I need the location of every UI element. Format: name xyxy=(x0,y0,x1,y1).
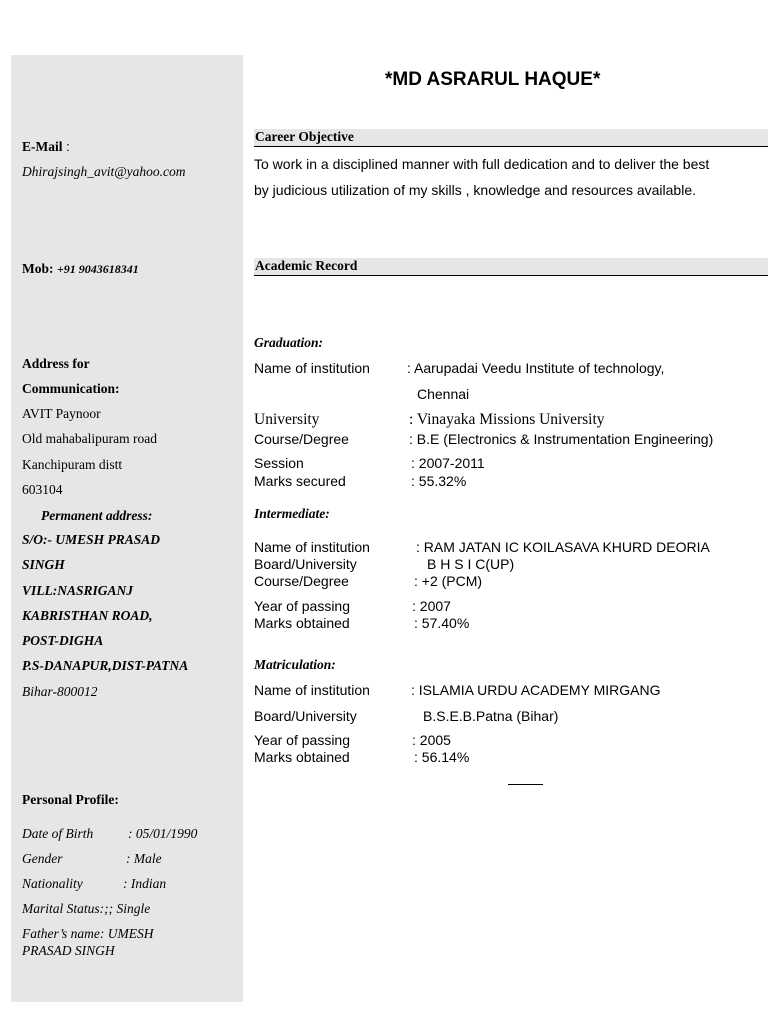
career-objective-heading: Career Objective xyxy=(255,129,354,144)
email-colon: : xyxy=(62,139,70,154)
academic-record-header xyxy=(254,258,768,276)
dob-value: : 05/01/1990 xyxy=(128,826,198,841)
gender-label: Gender xyxy=(22,851,63,866)
permanent-line: P.S-DANAPUR,DIST-PATNA xyxy=(22,658,189,673)
grad-session-value: : 2007-2011 xyxy=(411,455,485,471)
inter-board-label: Board/University xyxy=(254,556,357,572)
career-objective-header xyxy=(254,129,768,147)
permanent-line: POST-DIGHA xyxy=(22,633,104,648)
nationality-value: : Indian xyxy=(123,876,167,891)
end-divider xyxy=(508,784,543,785)
address-line: AVIT Paynoor xyxy=(22,406,101,421)
grad-marks-label: Marks secured xyxy=(254,473,346,489)
matric-board-value: B.S.E.B.Patna (Bihar) xyxy=(423,708,559,724)
address-heading-1: Address for xyxy=(22,356,90,371)
career-objective-line-2: by judicious utilization of my skills , knowledge and resources available. xyxy=(254,182,696,198)
academic-record-heading: Academic Record xyxy=(255,258,358,273)
matric-year-label: Year of passing xyxy=(254,732,350,748)
grad-institution-value-2: Chennai xyxy=(417,386,470,402)
marital-label: Marital Status xyxy=(22,901,100,916)
intermediate-heading: Intermediate: xyxy=(254,506,330,521)
father-name-line-1: Father’s name: UMESH xyxy=(22,926,154,941)
grad-course-label: Course/Degree xyxy=(254,431,349,447)
address-line: Old mahabalipuram road xyxy=(22,431,157,446)
inter-institution-label: Name of institution xyxy=(254,539,370,555)
father-name-line-2: PRASAD SINGH xyxy=(22,943,115,958)
marital-value: :;; Single xyxy=(99,901,151,916)
email-label: E-Mail xyxy=(22,139,63,154)
grad-session-label: Session xyxy=(254,455,304,471)
grad-course-value: : B.E (Electronics & Instrumentation Engineering) xyxy=(409,431,714,447)
inter-year-value: : 2007 xyxy=(412,598,451,614)
address-line: Kanchipuram distt xyxy=(22,457,123,472)
grad-university-label: University xyxy=(254,411,320,428)
matric-institution-value: : ISLAMIA URDU ACADEMY MIRGANG xyxy=(411,682,661,698)
inter-marks-value: : 57.40% xyxy=(414,615,470,631)
graduation-heading: Graduation: xyxy=(254,335,324,350)
grad-institution-label: Name of institution xyxy=(254,360,370,376)
inter-board-value: B H S I C(UP) xyxy=(427,556,515,572)
permanent-line: KABRISTHAN ROAD, xyxy=(22,608,153,623)
personal-heading: Personal Profile: xyxy=(22,792,119,807)
permanent-heading: Permanent address: xyxy=(41,508,153,523)
inter-year-label: Year of passing xyxy=(254,598,350,614)
inter-course-label: Course/Degree xyxy=(254,573,349,589)
matric-institution-label: Name of institution xyxy=(254,682,370,698)
matric-marks-value: : 56.14% xyxy=(414,749,470,765)
address-heading-2: Communication: xyxy=(22,381,120,396)
mobile-value: +91 9043618341 xyxy=(56,262,139,276)
permanent-line: Bihar-800012 xyxy=(22,684,98,699)
inter-marks-label: Marks obtained xyxy=(254,615,350,631)
mobile-row xyxy=(22,261,139,277)
career-objective-line-1: To work in a disciplined manner with full dedication and to deliver the best xyxy=(254,156,710,172)
matric-year-value: : 2005 xyxy=(412,732,451,748)
grad-institution-value: : Aarupadai Veedu Institute of technology, xyxy=(407,360,665,376)
inter-course-value: : +2 (PCM) xyxy=(414,573,483,589)
permanent-line: S/O:- UMESH PRASAD xyxy=(22,532,161,547)
permanent-line: VILL:NASRIGANJ xyxy=(22,583,134,598)
email-row xyxy=(22,139,70,155)
permanent-line: SINGH xyxy=(22,557,65,572)
mobile-label: Mob: xyxy=(22,261,54,276)
matric-board-label: Board/University xyxy=(254,708,357,724)
page-title: *MD ASRARUL HAQUE* xyxy=(385,69,601,90)
gender-value: : Male xyxy=(126,851,162,866)
marital-status xyxy=(22,901,150,917)
address-line: 603104 xyxy=(22,482,63,497)
matric-marks-label: Marks obtained xyxy=(254,749,350,765)
inter-institution-value: : RAM JATAN IC KOILASAVA KHURD DEORIA xyxy=(416,539,710,555)
dob-label: Date of Birth xyxy=(22,826,94,841)
grad-university-value: : Vinayaka Missions University xyxy=(409,411,605,428)
nationality-label: Nationality xyxy=(22,876,83,891)
matriculation-heading: Matriculation: xyxy=(254,657,336,672)
email-value: Dhirajsingh_avit@yahoo.com xyxy=(22,164,186,179)
grad-marks-value: : 55.32% xyxy=(411,473,467,489)
